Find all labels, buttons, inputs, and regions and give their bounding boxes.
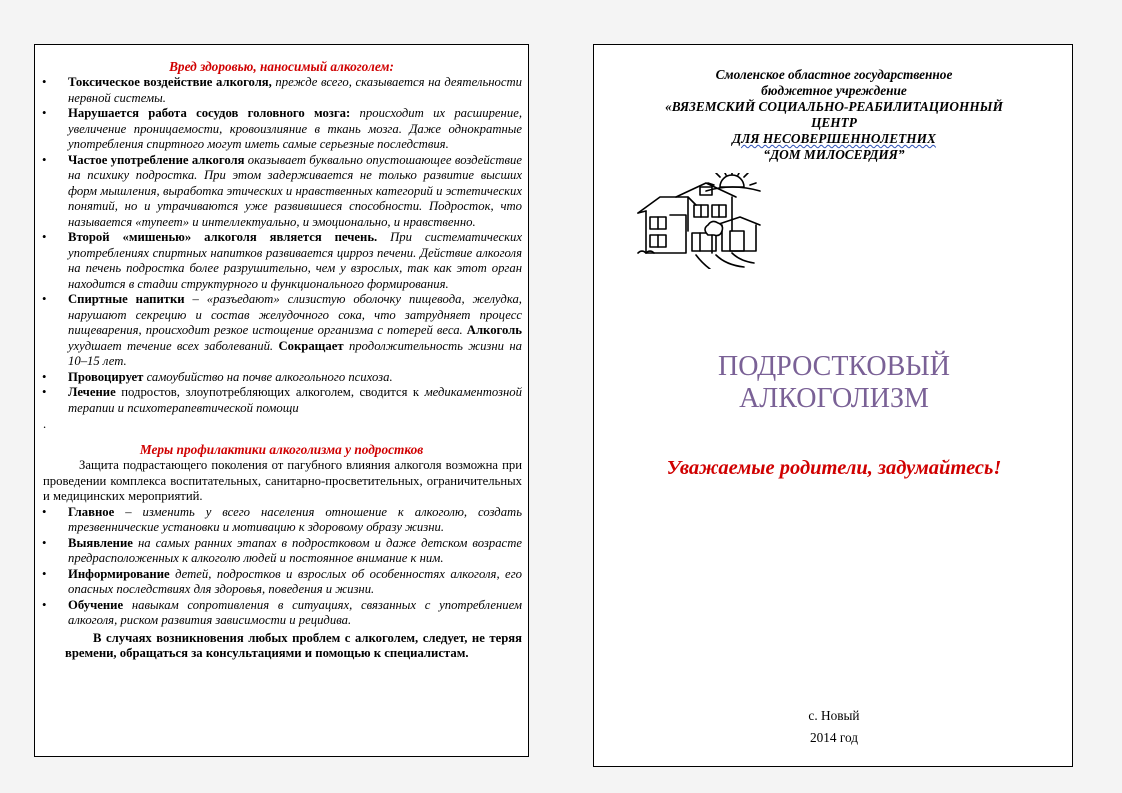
organization-header bbox=[594, 67, 1074, 163]
stray-dot: . bbox=[43, 417, 47, 431]
slogan: Уважаемые родители, задумайтесь! bbox=[666, 457, 1002, 479]
list-item: • Провоцирует самоубийство на почве алкогольного психоза. bbox=[42, 369, 393, 384]
org-line: «ВЯЗЕМСКИЙ СОЦИАЛЬНО-РЕАБИЛИТАЦИОННЫЙ bbox=[665, 99, 1003, 114]
right-page bbox=[593, 44, 1073, 767]
left-page-content bbox=[41, 59, 522, 662]
list-item: • Спиртные напитки – «разъедают» слизистую оболочку пищевода, желудка, нарушают секрецию и состав желудочного сока, что затрудняет процесс пищеварения, происходит резкое истощение организма с потерей веса. Алкоголь ухудшает течение всех заболеваний. Сокращает продолжительность жизни на 10–15 лет. bbox=[42, 292, 522, 368]
publication-info bbox=[594, 705, 1074, 749]
prevention-list bbox=[41, 505, 522, 629]
org-line: “ДОМ МИЛОСЕРДИЯ” bbox=[763, 147, 905, 162]
org-line: бюджетное учреждение bbox=[761, 83, 907, 98]
prevention-section-title: Меры профилактики алкоголизма у подростков bbox=[139, 442, 424, 457]
title-line: ПОДРОСТКОВЫЙ bbox=[718, 351, 950, 382]
org-line: ДЛЯ НЕСОВЕРШЕННОЛЕТНИХ bbox=[732, 131, 936, 146]
list-item: • Второй «мишенью» алкоголя является печень. При систематических употреблениях спиртных напитков развивается цирроз печени. Действие алкоголя на печень подростка более разрушительно, чем у взрослых, так как этот орган находится в стадии структурного и функционального формирования. bbox=[42, 230, 522, 291]
harm-section-title: Вред здоровью, наносимый алкоголем: bbox=[169, 59, 394, 74]
harm-list bbox=[41, 75, 522, 416]
list-item: • Главное – изменить у всего населения отношение к алкоголю, создать трезвеннические установки и мотивацию к здоровому образу жизни. bbox=[42, 504, 522, 534]
list-item: • Токсическое воздействие алкоголя, прежде всего, сказывается на деятельности нервной системы. bbox=[42, 75, 522, 105]
list-item: • Обучение навыкам сопротивления в ситуациях, связанных с употреблением алкоголя, риском развития зависимости и рецидива. bbox=[42, 597, 522, 627]
list-item: • Нарушается работа сосудов головного мозга: происходит их расширение, увеличение проницаемости, кровоизлияние в ткань мозга. Даже однократные употребления спиртного могут иметь самые серьезные последствия. bbox=[42, 106, 522, 151]
list-item: • Частое употребление алкоголя оказывает буквально опустошающее воздействие на психику подростка. При этом задерживается не только развитие высших форм мышления, выработка этических и нравственных категорий и эстетических понятий, но и утрачиваются уже развившиеся способности. Подросток, что называется «тупеет» и интеллектуально, и эмоционально, и нравственно. bbox=[42, 152, 522, 229]
org-line: ЦЕНТР bbox=[811, 115, 857, 130]
place: с. Новый bbox=[808, 708, 860, 723]
title-line: АЛКОГОЛИЗМ bbox=[739, 383, 929, 414]
list-item: • Информирование детей, подростков и взрослых об особенностях алкоголя, его опасных последствиях для здоровья, поведения и жизни. bbox=[42, 566, 522, 596]
brochure-title bbox=[594, 351, 1074, 415]
list-item: • Лечение подростов, злоупотребляющих алкоголем, сводится к медикаментозной терапии и психотерапевтической помощи bbox=[42, 385, 522, 415]
list-item: • Выявление на самых ранних этапах в подростковом и даже детском возрасте предрасположенных к алкоголю людей и постоянное внимание к ним. bbox=[42, 535, 522, 565]
prevention-intro: Защита подрастающего поколения от пагубного влияния алкоголя возможна при проведении комплекса воспитательных, санитарно-просветительных, ограничительных и медицинских мероприятий. bbox=[43, 458, 522, 503]
house-icon bbox=[636, 173, 768, 269]
year: 2014 год bbox=[809, 730, 859, 745]
org-line: Смоленское областное государственное bbox=[715, 67, 953, 82]
left-page bbox=[34, 44, 529, 757]
closing-advice: В случаях возникновения любых проблем с алкоголем, следует, не теряя времени, обращаться за консультациями и помощью к специалистам. bbox=[65, 630, 522, 660]
